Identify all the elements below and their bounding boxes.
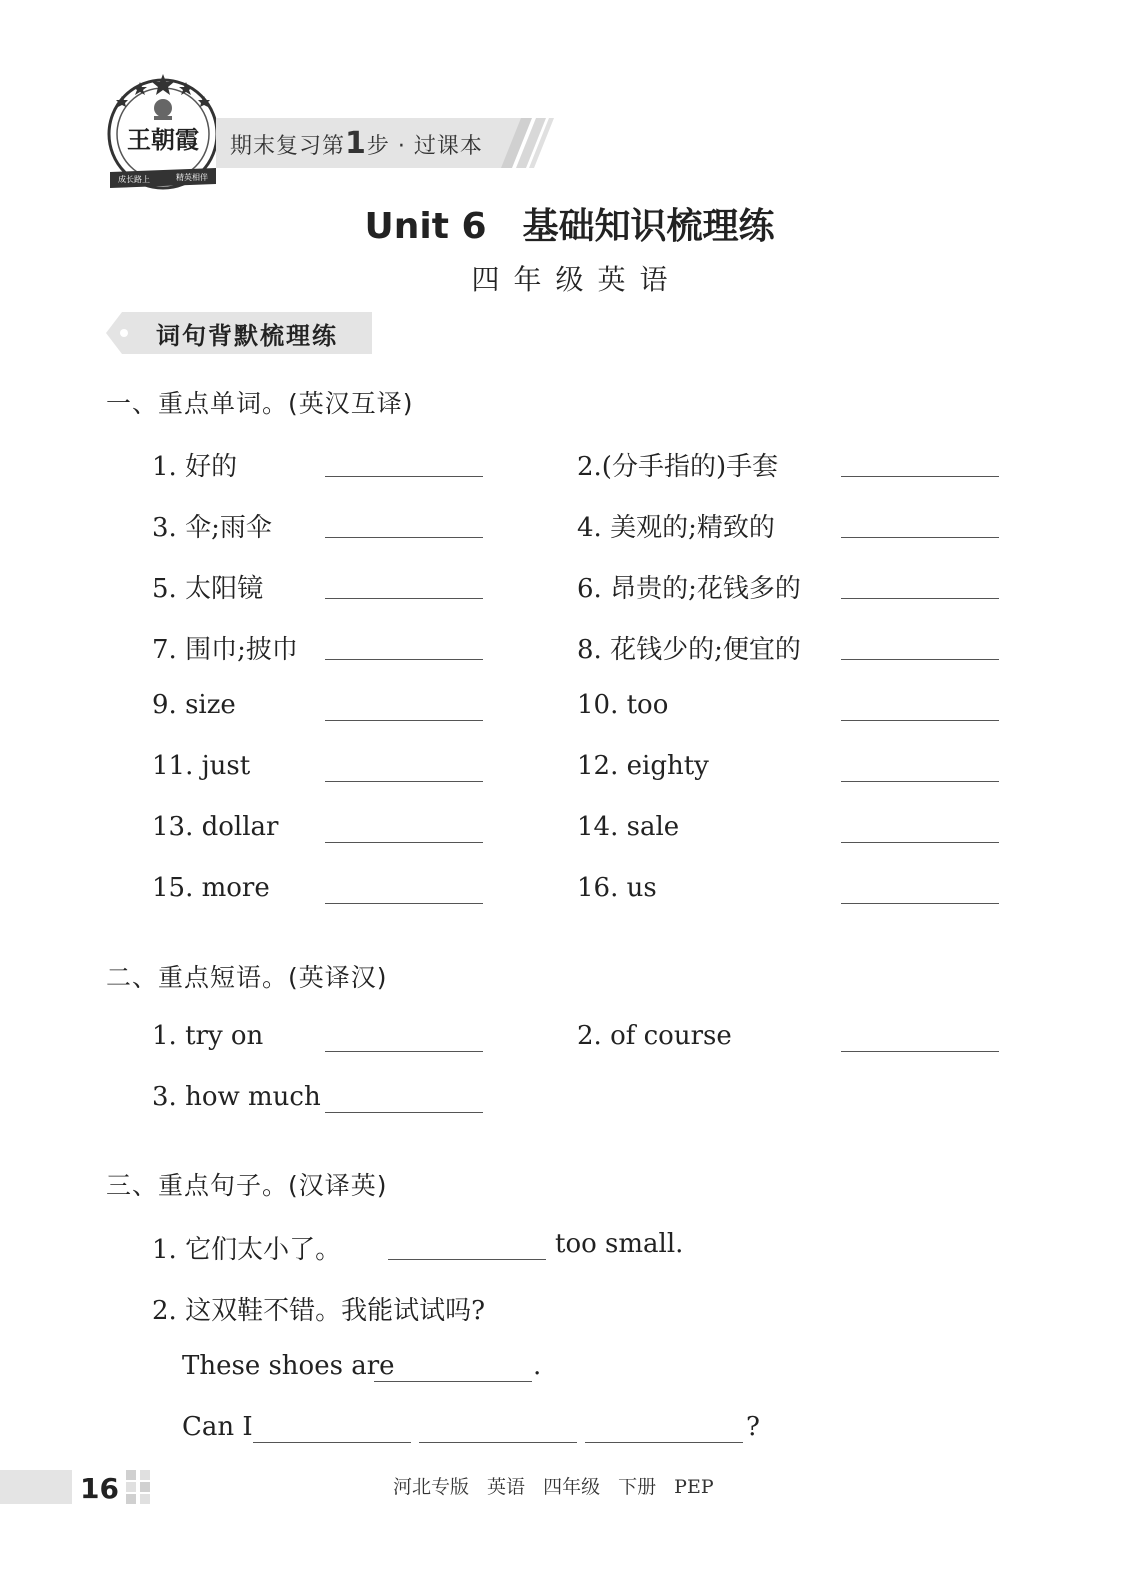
- sentence-prompt: 2. 这双鞋不错。我能试试吗?: [152, 1296, 486, 1326]
- word-item: 9. size: [152, 690, 236, 720]
- answer-blank[interactable]: [841, 537, 999, 538]
- banner-step-number: 1: [345, 126, 367, 161]
- page-title: Unit 6 基础知识梳理练: [364, 206, 775, 247]
- logo-ribbon-right: 精英相伴: [176, 173, 208, 182]
- section-heading-phrases: 二、重点短语。(英译汉): [106, 963, 388, 992]
- answer-blank[interactable]: [325, 1112, 483, 1113]
- answer-blank[interactable]: [253, 1442, 411, 1443]
- sentence-end: ?: [746, 1412, 760, 1442]
- sentence-suffix: too small.: [555, 1229, 684, 1259]
- logo-ribbon-left: 成长路上: [118, 175, 150, 184]
- word-item: 10. too: [577, 690, 669, 720]
- answer-blank[interactable]: [325, 903, 483, 904]
- phrase-item: 3. how much: [152, 1082, 321, 1112]
- word-item: 8. 花钱少的;便宜的: [577, 635, 801, 665]
- answer-blank[interactable]: [325, 720, 483, 721]
- answer-blank[interactable]: [325, 781, 483, 782]
- answer-blank[interactable]: [841, 720, 999, 721]
- answer-blank[interactable]: [841, 842, 999, 843]
- word-item: 14. sale: [577, 812, 680, 842]
- answer-blank[interactable]: [388, 1259, 546, 1260]
- section-tag-label: 词句背默梳理练: [156, 322, 338, 350]
- answer-blank[interactable]: [374, 1381, 532, 1382]
- section-heading-words: 一、重点单词。(英汉互译): [106, 389, 414, 418]
- sentence-line: These shoes are: [182, 1351, 395, 1381]
- answer-blank[interactable]: [325, 1051, 483, 1052]
- answer-blank[interactable]: [325, 476, 483, 477]
- answer-blank[interactable]: [841, 903, 999, 904]
- word-item: 16. us: [577, 873, 657, 903]
- answer-blank[interactable]: [325, 598, 483, 599]
- page-number: 16: [80, 1472, 119, 1505]
- word-item: 3. 伞;雨伞: [152, 513, 272, 543]
- phrase-item: 1. try on: [152, 1021, 264, 1051]
- answer-blank[interactable]: [419, 1442, 577, 1443]
- word-item: 11. just: [152, 751, 251, 781]
- answer-blank[interactable]: [841, 598, 999, 599]
- word-item: 4. 美观的;精致的: [577, 513, 775, 543]
- logo-name: 王朝霞: [127, 125, 199, 154]
- sentence-line: Can I: [182, 1412, 253, 1442]
- answer-blank[interactable]: [325, 537, 483, 538]
- page-subtitle: 四年级英语: [471, 263, 682, 296]
- step-banner-text: [230, 126, 483, 161]
- word-item: 5. 太阳镜: [152, 574, 264, 604]
- word-item: 15. more: [152, 873, 270, 903]
- banner-pre: 期末复习第: [230, 134, 346, 159]
- word-item: 2.(分手指的)手套: [577, 452, 779, 482]
- answer-blank[interactable]: [325, 842, 483, 843]
- answer-blank[interactable]: [585, 1442, 743, 1443]
- sentence-end: .: [533, 1351, 542, 1381]
- word-item: 7. 围巾;披巾: [152, 635, 298, 665]
- answer-blank[interactable]: [325, 659, 483, 660]
- footer-text: 河北专版 英语 四年级 下册 PEP: [393, 1476, 714, 1498]
- footer-bar: [0, 1470, 150, 1504]
- answer-blank[interactable]: [841, 476, 999, 477]
- answer-blank[interactable]: [841, 659, 999, 660]
- brand-logo: [104, 72, 222, 196]
- sentence-prompt: 1. 它们太小了。: [152, 1235, 342, 1265]
- banner-post: 步 · 过课本: [366, 134, 483, 159]
- word-item: 6. 昂贵的;花钱多的: [577, 574, 801, 604]
- answer-blank[interactable]: [841, 781, 999, 782]
- word-item: 1. 好的: [152, 452, 238, 482]
- answer-blank[interactable]: [841, 1051, 999, 1052]
- word-item: 13. dollar: [152, 812, 279, 842]
- word-item: 12. eighty: [577, 751, 709, 781]
- section-heading-sentences: 三、重点句子。(汉译英): [106, 1171, 388, 1200]
- phrase-item: 2. of course: [577, 1021, 732, 1051]
